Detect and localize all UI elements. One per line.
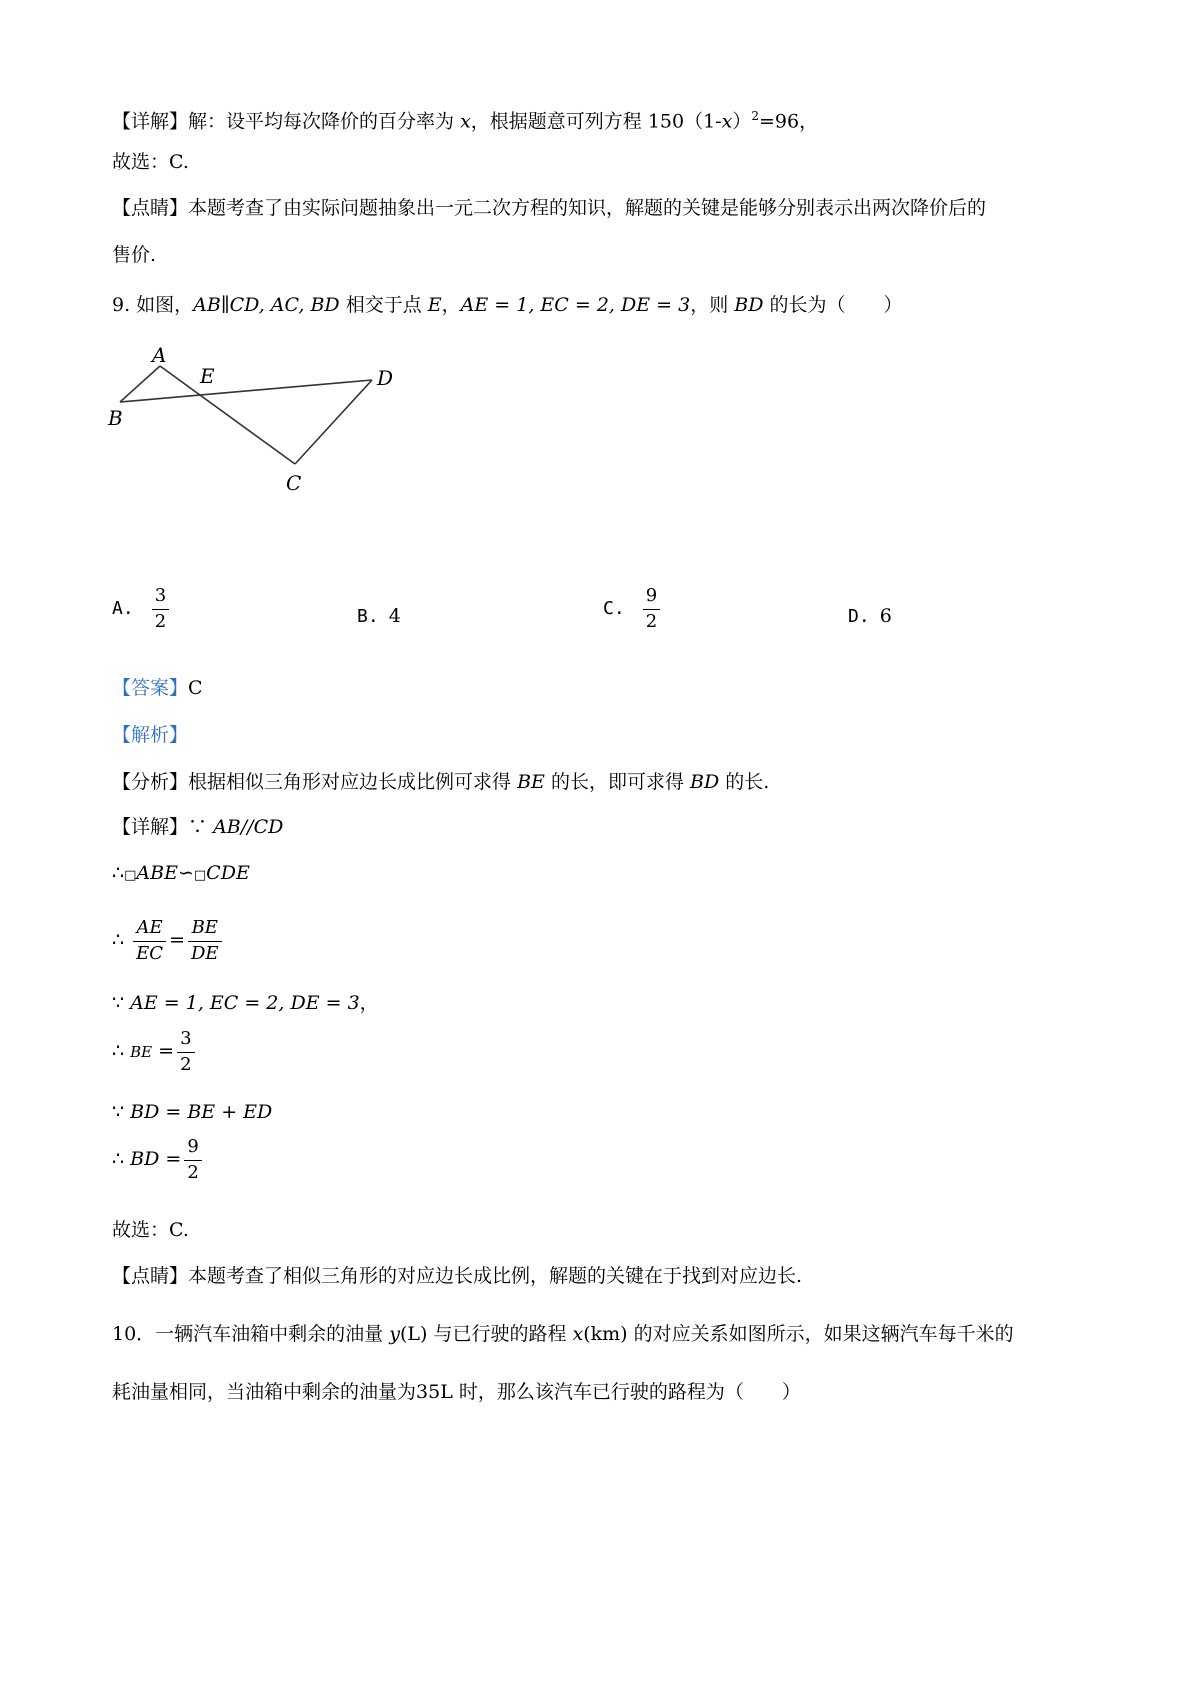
q10-line1: 10．一辆汽车油箱中剩余的油量 y(L) 与已行驶的路程 x(km) 的对应关系如图所示，如果这辆汽车每千米的 <box>112 1323 1014 1345</box>
q8-choose: 故选：C. <box>112 151 189 173</box>
detail-step7: ∴ BD = $\frac{9}{2}$ <box>112 1131 205 1187</box>
label-d: D <box>377 366 394 390</box>
segment-bd <box>120 380 372 402</box>
label-c: C <box>286 471 302 495</box>
segment-ab <box>120 366 160 402</box>
label-b: B <box>108 406 123 430</box>
detail-step4: ∵ AE = 1, EC = 2, DE = 3， <box>112 992 379 1014</box>
q8-comment-line2: 售价. <box>112 244 157 266</box>
option-a[interactable]: A. $\frac{3}{2}$ <box>112 586 172 632</box>
q10-line2: 耗油量相同，当油箱中剩余的油量为35L 时，那么该汽车已行驶的路程为（ ） <box>112 1381 801 1403</box>
q9-comment: 【点睛】本题考查了相似三角形的对应边长成比例，解题的关键在于找到对应边长. <box>112 1265 803 1287</box>
q9-stem: 9. 如图，AB∥CD, AC, BD 相交于点 E，AE = 1, EC = 2, DE = 3，则 BD 的长为（ ） <box>112 294 903 316</box>
detail-step2: ∴□ABE∽□CDE <box>112 862 250 884</box>
segment-cd <box>295 380 372 464</box>
detail-tag: 【详解】 <box>112 110 189 133</box>
q9-choose: 故选：C. <box>112 1219 189 1241</box>
analysis-tag: 【解析】 <box>112 724 189 746</box>
option-d[interactable]: D. 6 <box>848 605 892 627</box>
fenxi-line: 【分析】根据相似三角形对应边长成比例可求得 BE 的长，即可求得 BD 的长. <box>112 771 770 793</box>
q9-geometry-figure <box>100 335 420 505</box>
detail-step6: ∵ BD = BE + ED <box>112 1101 273 1123</box>
option-c[interactable]: C. $\frac{9}{2}$ <box>603 586 663 632</box>
detail-step1: 【详解】∵ AB//CD <box>112 816 284 838</box>
label-a: A <box>152 343 167 367</box>
label-e: E <box>200 364 215 388</box>
q8-detail-line: 【详解】解：设平均每次降价的百分率为 x，根据题意可列方程 $150(1-x)^2=96$， <box>112 109 819 133</box>
answer-line: 【答案】C <box>112 677 203 699</box>
detail-step5: ∴ BE = $\frac{3}{2}$ <box>112 1023 198 1080</box>
option-b[interactable]: B. 4 <box>357 605 401 627</box>
detail-step3: ∴ $\frac{AE}{EC}$ = $\frac{BE}{DE}$ <box>112 912 225 968</box>
segment-ac <box>160 366 295 464</box>
q8-comment-line1: 【点睛】本题考查了由实际问题抽象出一元二次方程的知识，解题的关键是能够分别表示出两次降价后的 <box>112 197 987 219</box>
